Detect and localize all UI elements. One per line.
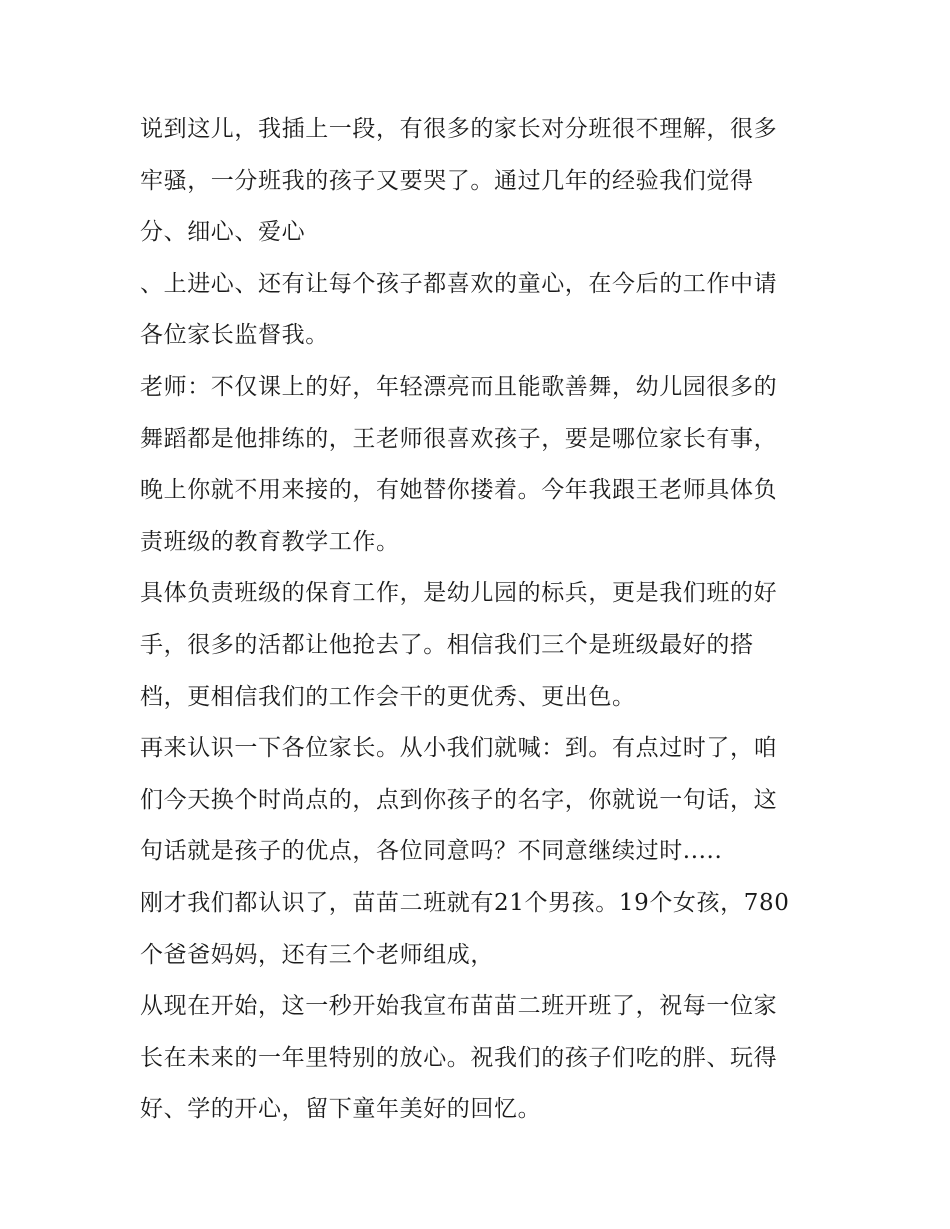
- text-line-14: 们今天换个时尚点的，点到你孩子的名字，你就说一句话，这: [140, 786, 778, 813]
- text-line-1: 说到这儿，我插上一段，有很多的家长对分班很不理解，很多: [140, 116, 778, 142]
- text-line-7: 舞蹈都是他排练的，王老师很喜欢孩子，要是哪位家长有事，: [140, 425, 778, 452]
- text-line-13: 再来认识一下各位家长。从小我们就喊：到。有点过时了，咱: [140, 735, 778, 762]
- text-line-19: 长在未来的一年里特别的放心。祝我们的孩子们吃的胖、玩得: [140, 1044, 778, 1071]
- text-line-6: 老师：不仅课上的好，年轻漂亮而且能歌善舞，幼儿园很多的: [140, 373, 778, 400]
- text-line-3: 分、细心、爱心: [140, 219, 306, 246]
- text-line-17: 个爸爸妈妈，还有三个老师组成，: [140, 941, 494, 968]
- text-line-15: 句话就是孩子的优点，各位同意吗？不同意继续过时.....: [140, 838, 723, 865]
- text-line-9: 责班级的教育教学工作。: [140, 528, 400, 555]
- text-line-20: 好、学的开心，留下童年美好的回忆。: [140, 1096, 542, 1123]
- text-line-5: 各位家长监督我。: [140, 322, 329, 349]
- text-line-16: 刚才我们都认识了，苗苗二班就有21个男孩。19个女孩，780: [140, 889, 790, 916]
- document-body: [140, 104, 820, 1136]
- text-line-2: 牢骚，一分班我的孩子又要哭了。通过几年的经验我们觉得: [140, 167, 754, 194]
- text-line-4: 、上进心、还有让每个孩子都喜欢的童心，在今后的工作中请: [140, 270, 778, 297]
- text-line-11: 手，很多的活都让他抢去了。相信我们三个是班级最好的搭: [140, 631, 754, 658]
- text-line-18: 从现在开始，这一秒开始我宣布苗苗二班开班了，祝每一位家: [140, 993, 778, 1020]
- text-line-8: 晚上你就不用来接的，有她替你搂着。今年我跟王老师具体负: [140, 477, 778, 504]
- text-line-12: 档，更相信我们的工作会干的更优秀、更出色。: [140, 683, 636, 710]
- text-line-10: 具体负责班级的保育工作，是幼儿园的标兵，更是我们班的好: [140, 580, 778, 607]
